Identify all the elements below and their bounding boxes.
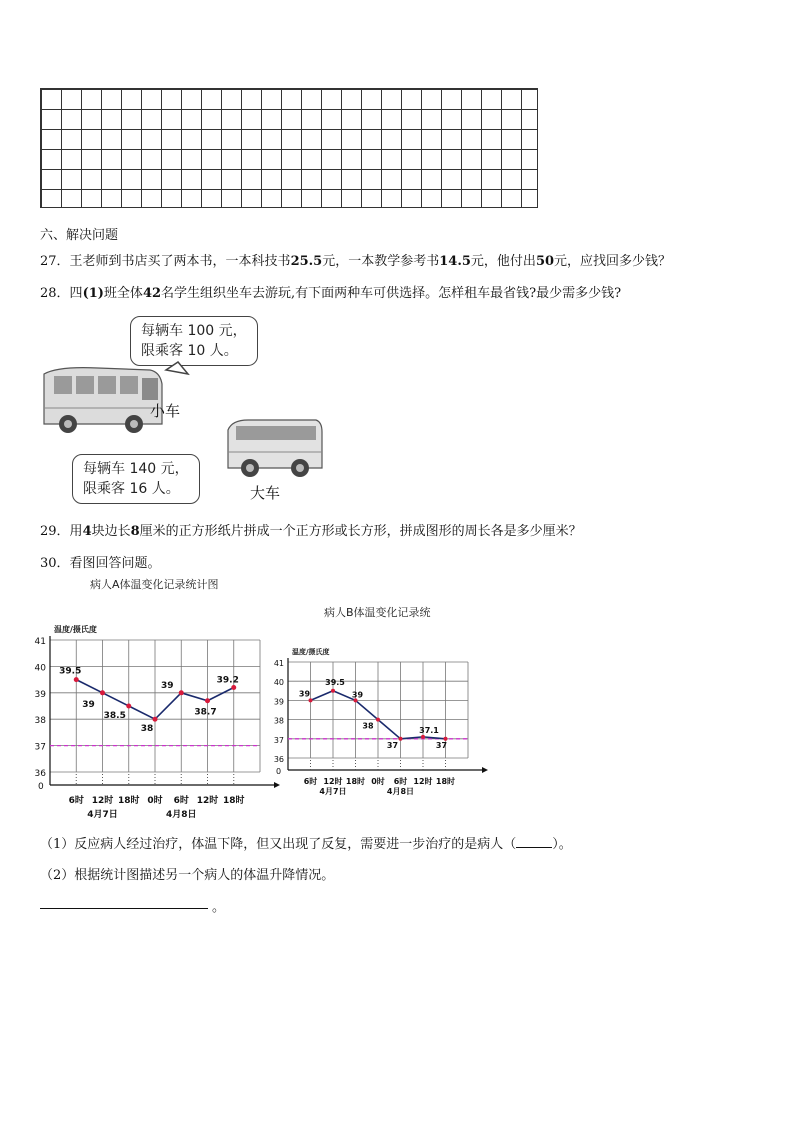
sub-question-2: （2）根据统计图描述另一个病人的体温升降情况。: [40, 868, 335, 883]
data-point: [376, 718, 380, 722]
y-tick-label: 37: [273, 735, 284, 745]
q29-text-c: 厘米的正方形纸片拼成一个正方形或长方形，拼成图形的周长各是多少厘米？: [139, 524, 582, 539]
data-point: [399, 737, 403, 741]
data-label: 38: [362, 721, 374, 731]
x-tick-label: 6时: [173, 796, 189, 806]
data-label: 39.5: [325, 677, 345, 687]
y-tick-label: 37: [34, 742, 46, 753]
data-label: 38: [140, 724, 154, 735]
q27-number: 27．: [40, 254, 70, 269]
q27-value-2: 14.5: [439, 254, 471, 269]
chart-title: 病人A体温变化记录统计图: [90, 578, 219, 591]
x-axis-arrow: [482, 767, 488, 773]
chart-patient-a: [30, 572, 270, 820]
data-point: [179, 690, 184, 695]
data-label: 38.7: [194, 707, 217, 718]
origin-label: 0: [38, 782, 44, 792]
q28-text-b: 班全体: [103, 286, 143, 301]
small-bus-label: 小车: [150, 402, 181, 420]
x-tick-label: 12时: [196, 796, 219, 806]
q30-number: 30．: [40, 556, 70, 571]
data-point: [74, 677, 79, 682]
x-tick-label: 18时: [345, 777, 366, 786]
data-label: 39.2: [216, 675, 239, 686]
q29-value-2: 8: [130, 524, 140, 539]
x-tick-label: 12时: [323, 777, 343, 786]
y-tick-label: 39: [34, 689, 46, 700]
q27-text-d: 元，应找回多少钱？: [554, 254, 672, 269]
q27-text-c: 元，他付出: [470, 254, 536, 269]
y-tick-label: 38: [273, 716, 284, 726]
y-tick-label: 36: [34, 769, 46, 779]
chart-patient-b: [272, 600, 492, 800]
q29-number: 29．: [40, 524, 70, 539]
sub-question-1: [40, 833, 572, 852]
big-bus-icon: [228, 420, 322, 477]
q28-value-1: 42: [142, 286, 162, 301]
y-tick-label: 40: [34, 663, 46, 674]
q27-text-a: 王老师到书店买了两本书，一本科技书: [69, 254, 291, 269]
data-label: 39: [160, 680, 174, 691]
small-bus-price-line: 每辆车 100 元，: [141, 323, 247, 339]
data-label: 38.5: [103, 711, 126, 721]
x-tick-label: 6时: [68, 796, 84, 806]
question-29: [40, 520, 582, 539]
data-label: 39: [82, 699, 95, 710]
data-point: [100, 690, 105, 695]
answer-blank[interactable]: [516, 835, 552, 848]
data-label: 39.5: [59, 666, 82, 677]
data-label: 37.1: [419, 725, 439, 735]
answer-line[interactable]: [40, 908, 208, 909]
data-point: [231, 685, 236, 690]
data-point: [126, 704, 131, 709]
y-tick-label: 39: [273, 697, 284, 707]
x-tick-label: 6时: [303, 777, 318, 786]
y-tick-label: 38: [34, 716, 46, 727]
x-tick-label: 12时: [413, 777, 433, 786]
q28-text-a: 四: [69, 286, 83, 301]
q28-class: (1): [82, 286, 104, 301]
chart-title: 病人B体温变化记录统: [324, 606, 431, 619]
origin-label: 0: [276, 767, 282, 776]
x-tick-label: 0时: [147, 796, 163, 806]
q27-text-b: 元，一本教学参考书: [322, 254, 440, 269]
x-tick-label: 18时: [222, 796, 245, 806]
x-tick-label: 0时: [371, 777, 385, 786]
answer-grid: [40, 88, 538, 208]
y-tick-label: 40: [273, 678, 284, 688]
y-axis-label: 温度/摄氏度: [292, 648, 330, 656]
section-title: 六、解决问题: [40, 228, 119, 243]
q27-value-3: 50: [535, 254, 555, 269]
y-tick-label: 36: [273, 755, 284, 764]
data-point: [309, 698, 313, 702]
q29-value-1: 4: [82, 524, 92, 539]
x-tick-label: 18时: [117, 796, 140, 806]
date-label: 4月7日: [319, 787, 347, 796]
date-label: 4月7日: [87, 810, 118, 820]
big-bus-capacity-line: 限乘客 16 人。: [83, 481, 180, 497]
date-label: 4月8日: [386, 787, 415, 796]
data-point: [205, 698, 210, 703]
small-bus-icon: [44, 368, 162, 433]
big-bus-price-bubble: [72, 454, 200, 504]
q27-value-1: 25.5: [290, 254, 323, 269]
data-label: 39: [298, 689, 311, 699]
question-28: [40, 282, 621, 301]
sub1-text-b: ）。: [552, 837, 572, 852]
date-label: 4月8日: [165, 810, 197, 820]
big-bus-label: 大车: [250, 484, 281, 502]
y-tick-label: 41: [34, 637, 46, 647]
data-point: [153, 717, 158, 722]
big-bus-price-line: 每辆车 140 元，: [83, 461, 189, 477]
x-tick-label: 12时: [91, 796, 114, 806]
q30-text: 看图回答问题。: [69, 556, 161, 571]
q28-text-c: 名学生组织坐车去游玩,有下面两种车可供选择。怎样租车最省钱?最少需多少钱?: [161, 286, 622, 301]
data-label: 37: [386, 740, 399, 750]
q28-number: 28．: [40, 286, 70, 301]
question-27: [40, 250, 671, 269]
question-30: [40, 552, 161, 571]
x-tick-label: 6时: [393, 777, 408, 786]
q29-text-b: 块边长: [91, 524, 131, 539]
small-bus-capacity-line: 限乘客 10 人。: [141, 343, 238, 359]
y-tick-label: 41: [273, 659, 284, 668]
sub1-text-a: （1）反应病人经过治疗，体温下降，但又出现了反复，需要进一步治疗的是病人（: [40, 837, 517, 852]
data-point: [331, 689, 335, 693]
y-axis-label: 温度/摄氏度: [54, 625, 97, 634]
bus-illustration: [38, 312, 323, 507]
q29-text-a: 用: [69, 524, 83, 539]
data-label: 39: [351, 690, 364, 700]
x-tick-label: 18时: [435, 777, 456, 786]
data-point: [421, 735, 425, 739]
answer-end-mark: 。: [212, 900, 226, 915]
data-label: 37: [435, 740, 448, 750]
